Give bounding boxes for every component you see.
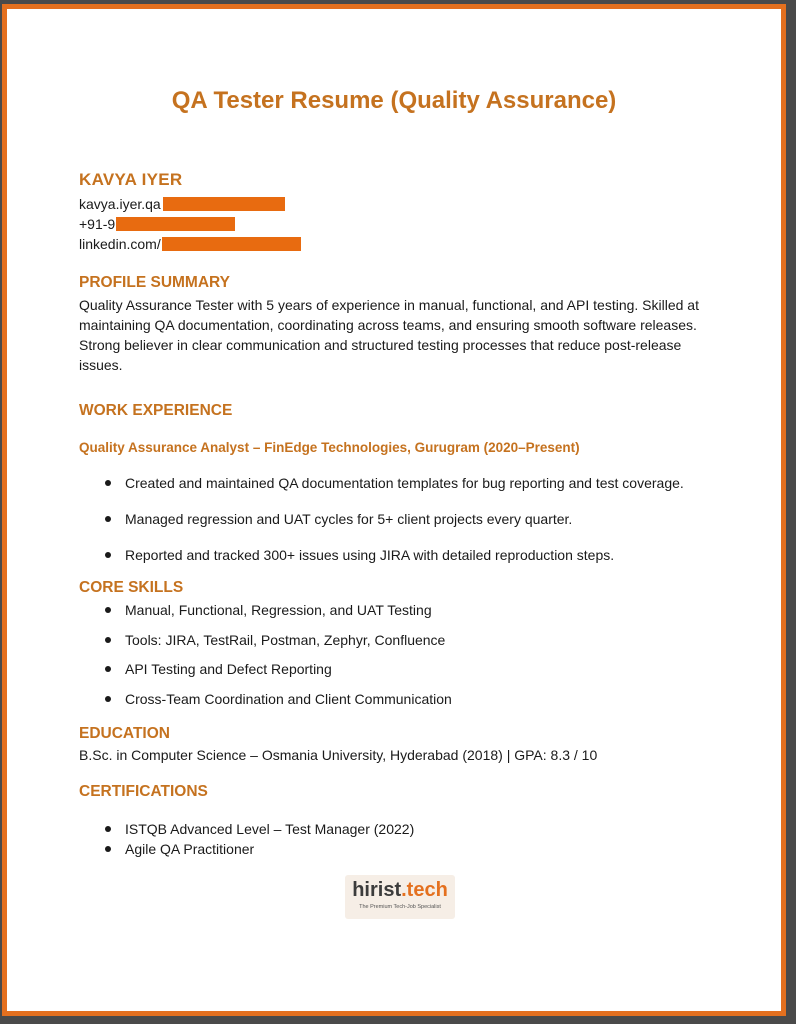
list-item-text: Agile QA Practitioner — [125, 841, 255, 857]
contact-linkedin — [79, 234, 301, 254]
list-item — [79, 600, 452, 630]
bullet-icon — [105, 696, 111, 702]
bullet-icon — [105, 607, 111, 613]
skills-list — [79, 600, 452, 718]
linkedin-redaction — [162, 237, 301, 251]
list-item-text: Manual, Functional, Regression, and UAT Testing — [125, 602, 432, 618]
work-experience-heading: WORK EXPERIENCE — [79, 402, 233, 419]
bullet-icon — [105, 516, 111, 522]
list-item — [79, 839, 414, 859]
list-item-text: Created and maintained QA documentation templates for bug reporting and test coverage. — [125, 475, 684, 491]
logo-text-main: hirist — [352, 879, 402, 901]
bullet-icon — [105, 826, 111, 832]
job-title: Quality Assurance Analyst – FinEdge Technologies, Gurugram (2020–Present) — [79, 440, 580, 455]
list-item-text: Managed regression and UAT cycles for 5+ client projects every quarter. — [125, 511, 573, 527]
core-skills-heading: CORE SKILLS — [79, 579, 184, 596]
document-title: QA Tester Resume (Quality Assurance) — [171, 87, 617, 114]
certifications-list — [79, 819, 414, 859]
bullet-icon — [105, 552, 111, 558]
hirist-tech-logo — [345, 875, 455, 919]
linkedin-text: linkedin.com/ — [79, 236, 161, 252]
candidate-name: KAVYA IYER — [79, 170, 183, 189]
phone-text: +91-9 — [79, 216, 116, 232]
list-item-text: Reported and tracked 300+ issues using JIRA with detailed reproduction steps. — [125, 547, 615, 563]
list-item-text: API Testing and Defect Reporting — [125, 661, 332, 677]
list-item — [79, 630, 452, 660]
bullet-icon — [105, 480, 111, 486]
email-redaction — [163, 197, 285, 211]
contact-email — [79, 194, 285, 214]
list-item — [79, 473, 684, 509]
resume-page — [2, 4, 786, 1016]
contact-phone — [79, 214, 235, 234]
logo-text-accent: .tech — [401, 879, 448, 901]
list-item — [79, 545, 684, 581]
email-text: kavya.iyer.qa — [79, 196, 161, 212]
list-item — [79, 659, 452, 689]
list-item — [79, 819, 414, 839]
phone-redaction — [116, 217, 235, 231]
bullet-icon — [105, 666, 111, 672]
list-item-text: Cross-Team Coordination and Client Communication — [125, 690, 452, 707]
logo-wordmark — [345, 875, 455, 903]
list-item — [79, 509, 684, 545]
list-item-text: Tools: JIRA, TestRail, Postman, Zephyr, Confluence — [125, 631, 446, 648]
profile-summary-heading: PROFILE SUMMARY — [79, 274, 230, 291]
education-heading: EDUCATION — [79, 725, 170, 742]
bullet-icon — [105, 846, 111, 852]
logo-tagline: The Premium Tech-Job Specialist — [359, 904, 441, 910]
list-item-text: ISTQB Advanced Level – Test Manager (2022) — [125, 821, 415, 837]
education-text: B.Sc. in Computer Science – Osmania University, Hyderabad (2018) | GPA: 8.3 / 10 — [79, 747, 598, 763]
profile-summary-text: Quality Assurance Tester with 5 years of experience in manual, functional, and API testing. Skilled at maintaining QA documentation, coordinating across teams, and ensuring smooth software releases. Strong believer in clear communication and structured testing processes that reduce post-release issues. — [79, 297, 699, 373]
certifications-heading: CERTIFICATIONS — [79, 783, 208, 800]
bullet-icon — [105, 637, 111, 643]
list-item — [79, 689, 452, 719]
experience-list — [79, 473, 684, 581]
